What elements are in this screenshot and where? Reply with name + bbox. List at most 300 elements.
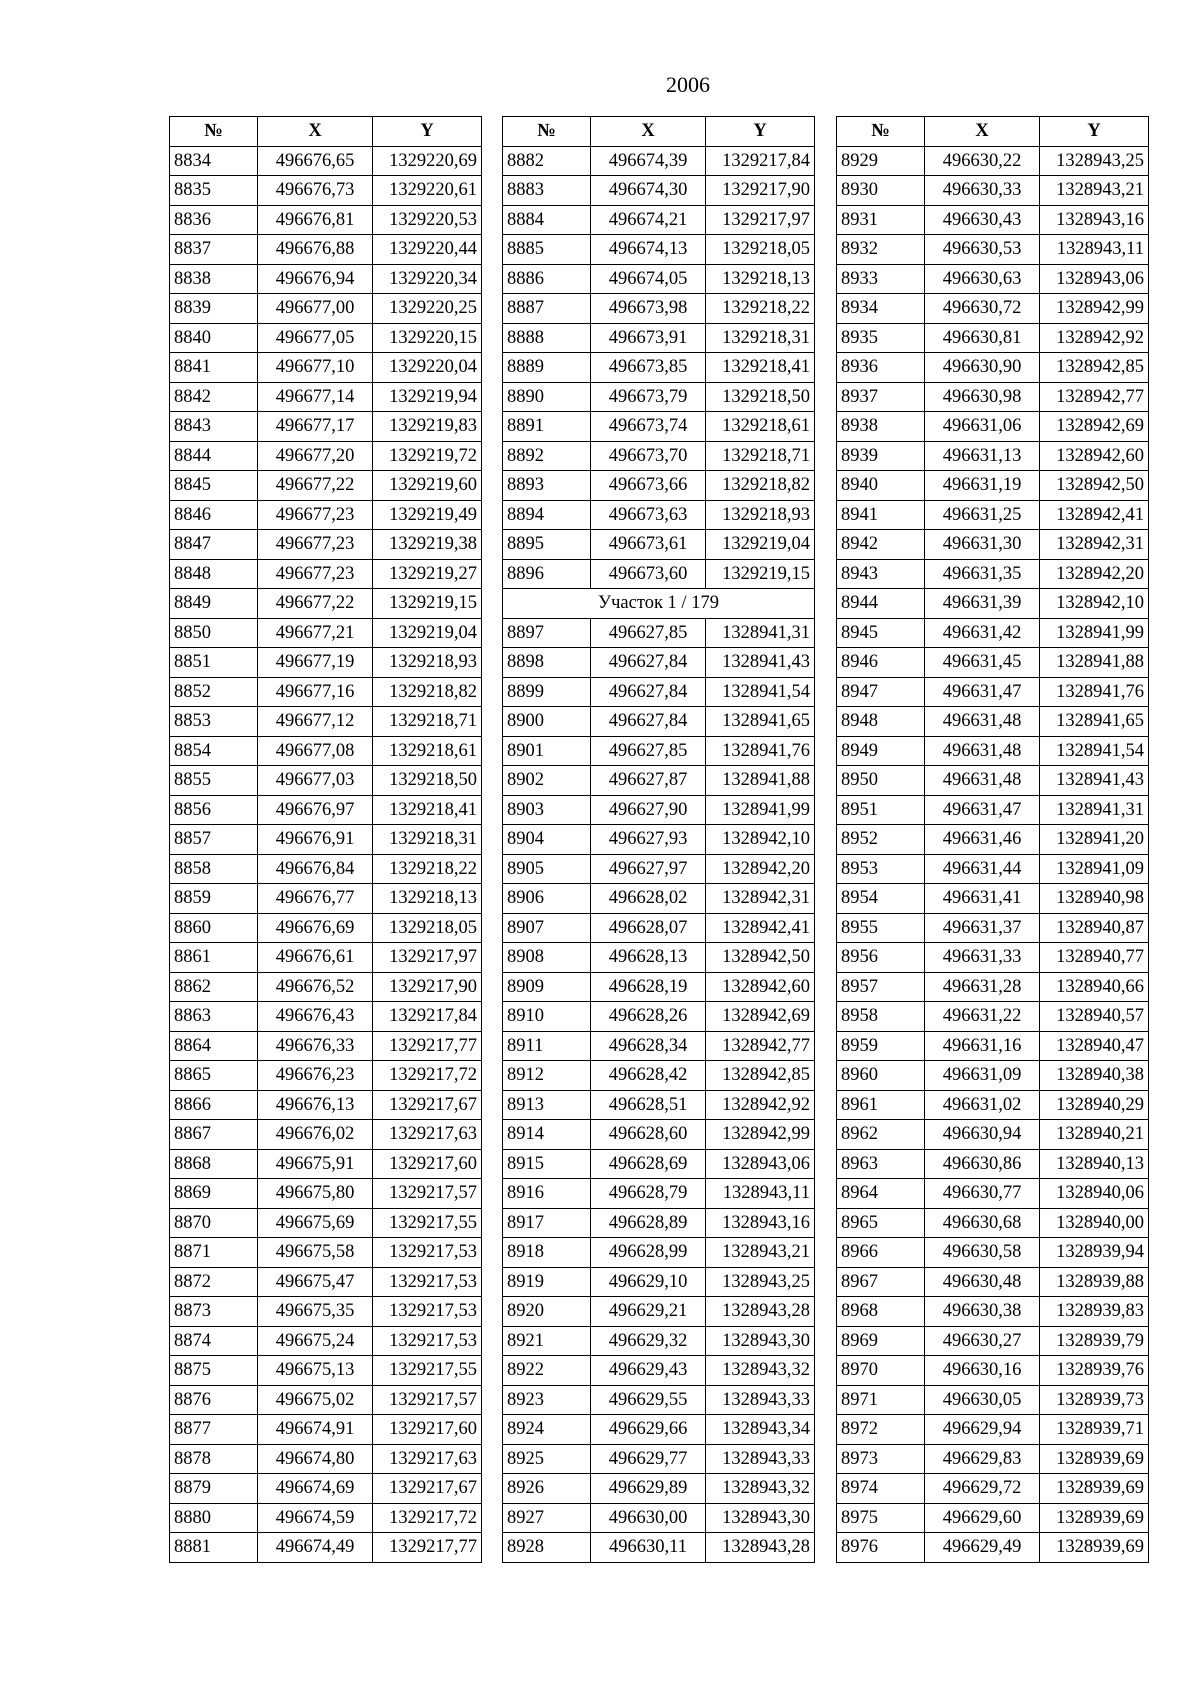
point-number-cell: 8974	[837, 1474, 925, 1504]
y-coordinate-cell: 1328942,41	[1040, 500, 1149, 530]
x-coordinate-cell: 496674,69	[258, 1474, 373, 1504]
x-coordinate-cell: 496677,23	[258, 530, 373, 560]
point-number-cell: 8865	[170, 1061, 258, 1091]
y-coordinate-cell: 1329220,69	[373, 146, 482, 176]
point-number-cell: 8888	[503, 323, 591, 353]
y-coordinate-cell: 1328943,30	[706, 1326, 815, 1356]
y-coordinate-cell: 1328943,25	[1040, 146, 1149, 176]
y-coordinate-cell: 1329217,97	[373, 943, 482, 973]
table-row	[170, 1326, 482, 1356]
x-coordinate-cell: 496677,22	[258, 589, 373, 619]
point-number-cell: 8937	[837, 382, 925, 412]
y-coordinate-cell: 1329217,97	[706, 205, 815, 235]
y-coordinate-cell: 1329220,44	[373, 235, 482, 265]
table-row	[170, 1385, 482, 1415]
y-coordinate-cell: 1329217,67	[373, 1090, 482, 1120]
table-row	[503, 146, 815, 176]
x-coordinate-cell: 496631,25	[925, 500, 1040, 530]
table-row	[503, 943, 815, 973]
x-coordinate-cell: 496674,80	[258, 1444, 373, 1474]
y-coordinate-cell: 1328943,32	[706, 1474, 815, 1504]
y-coordinate-cell: 1329219,72	[373, 441, 482, 471]
table-row	[170, 736, 482, 766]
table-row	[837, 441, 1149, 471]
point-number-cell: 8915	[503, 1149, 591, 1179]
point-number-cell: 8907	[503, 913, 591, 943]
point-number-cell: 8868	[170, 1149, 258, 1179]
point-number-cell: 8934	[837, 294, 925, 324]
x-coordinate-cell: 496630,53	[925, 235, 1040, 265]
header-row	[503, 117, 815, 147]
x-coordinate-cell: 496676,91	[258, 825, 373, 855]
x-coordinate-cell: 496677,21	[258, 618, 373, 648]
table-row	[170, 1002, 482, 1032]
x-coordinate-cell: 496674,21	[591, 205, 706, 235]
table-row	[503, 441, 815, 471]
point-number-cell: 8836	[170, 205, 258, 235]
y-coordinate-cell: 1329217,72	[373, 1503, 482, 1533]
x-coordinate-cell: 496631,44	[925, 854, 1040, 884]
table-row	[837, 1238, 1149, 1268]
x-coordinate-cell: 496677,23	[258, 559, 373, 589]
x-coordinate-cell: 496630,00	[591, 1503, 706, 1533]
table-row	[503, 1297, 815, 1327]
x-coordinate-cell: 496677,16	[258, 677, 373, 707]
x-coordinate-cell: 496628,89	[591, 1208, 706, 1238]
table-row	[170, 382, 482, 412]
x-coordinate-cell: 496677,00	[258, 294, 373, 324]
point-number-cell: 8927	[503, 1503, 591, 1533]
x-coordinate-cell: 496628,79	[591, 1179, 706, 1209]
table-row	[837, 1533, 1149, 1563]
y-coordinate-cell: 1328943,32	[706, 1356, 815, 1386]
y-coordinate-cell: 1329218,41	[373, 795, 482, 825]
y-coordinate-cell: 1328943,25	[706, 1267, 815, 1297]
table-row	[837, 146, 1149, 176]
table-row	[837, 1356, 1149, 1386]
point-number-cell: 8943	[837, 559, 925, 589]
point-number-cell: 8853	[170, 707, 258, 737]
y-coordinate-cell: 1328940,57	[1040, 1002, 1149, 1032]
y-coordinate-cell: 1328939,83	[1040, 1297, 1149, 1327]
x-coordinate-cell: 496677,10	[258, 353, 373, 383]
point-number-cell: 8956	[837, 943, 925, 973]
table-row	[503, 412, 815, 442]
point-number-cell: 8892	[503, 441, 591, 471]
table-row	[837, 677, 1149, 707]
y-coordinate-cell: 1328942,31	[1040, 530, 1149, 560]
y-coordinate-cell: 1328941,31	[1040, 795, 1149, 825]
table-row	[837, 766, 1149, 796]
table-row	[837, 235, 1149, 265]
y-coordinate-cell: 1329217,84	[706, 146, 815, 176]
x-coordinate-cell: 496677,19	[258, 648, 373, 678]
table-row	[503, 677, 815, 707]
header-number: №	[503, 117, 591, 147]
table-row	[503, 294, 815, 324]
x-coordinate-cell: 496631,16	[925, 1031, 1040, 1061]
point-number-cell: 8926	[503, 1474, 591, 1504]
x-coordinate-cell: 496675,24	[258, 1326, 373, 1356]
point-number-cell: 8838	[170, 264, 258, 294]
x-coordinate-cell: 496631,28	[925, 972, 1040, 1002]
header-x: X	[258, 117, 373, 147]
x-coordinate-cell: 496674,49	[258, 1533, 373, 1563]
point-number-cell: 8911	[503, 1031, 591, 1061]
header-x: X	[925, 117, 1040, 147]
point-number-cell: 8928	[503, 1533, 591, 1563]
y-coordinate-cell: 1329218,61	[373, 736, 482, 766]
table-row	[837, 736, 1149, 766]
y-coordinate-cell: 1329217,67	[373, 1474, 482, 1504]
point-number-cell: 8882	[503, 146, 591, 176]
x-coordinate-cell: 496677,08	[258, 736, 373, 766]
y-coordinate-cell: 1328941,43	[706, 648, 815, 678]
table-row	[837, 176, 1149, 206]
point-number-cell: 8887	[503, 294, 591, 324]
point-number-cell: 8886	[503, 264, 591, 294]
point-number-cell: 8846	[170, 500, 258, 530]
y-coordinate-cell: 1328942,99	[706, 1120, 815, 1150]
y-coordinate-cell: 1329218,22	[706, 294, 815, 324]
y-coordinate-cell: 1328939,69	[1040, 1444, 1149, 1474]
y-coordinate-cell: 1328939,94	[1040, 1238, 1149, 1268]
x-coordinate-cell: 496629,66	[591, 1415, 706, 1445]
point-number-cell: 8856	[170, 795, 258, 825]
point-number-cell: 8834	[170, 146, 258, 176]
y-coordinate-cell: 1329217,72	[373, 1061, 482, 1091]
x-coordinate-cell: 496676,88	[258, 235, 373, 265]
point-number-cell: 8889	[503, 353, 591, 383]
table-row	[503, 1267, 815, 1297]
x-coordinate-cell: 496676,77	[258, 884, 373, 914]
point-number-cell: 8890	[503, 382, 591, 412]
x-coordinate-cell: 496627,84	[591, 648, 706, 678]
table-row	[837, 1002, 1149, 1032]
x-coordinate-cell: 496673,85	[591, 353, 706, 383]
y-coordinate-cell: 1328942,99	[1040, 294, 1149, 324]
y-coordinate-cell: 1329219,15	[373, 589, 482, 619]
y-coordinate-cell: 1329217,53	[373, 1267, 482, 1297]
x-coordinate-cell: 496631,46	[925, 825, 1040, 855]
table-row	[837, 382, 1149, 412]
y-coordinate-cell: 1329217,55	[373, 1208, 482, 1238]
y-coordinate-cell: 1328942,69	[1040, 412, 1149, 442]
point-number-cell: 8941	[837, 500, 925, 530]
point-number-cell: 8975	[837, 1503, 925, 1533]
point-number-cell: 8842	[170, 382, 258, 412]
table-row	[837, 1385, 1149, 1415]
point-number-cell: 8850	[170, 618, 258, 648]
x-coordinate-cell: 496631,47	[925, 677, 1040, 707]
table-row	[170, 677, 482, 707]
x-coordinate-cell: 496677,03	[258, 766, 373, 796]
table-row	[170, 176, 482, 206]
table-row	[503, 825, 815, 855]
x-coordinate-cell: 496677,20	[258, 441, 373, 471]
point-number-cell: 8936	[837, 353, 925, 383]
x-coordinate-cell: 496676,65	[258, 146, 373, 176]
x-coordinate-cell: 496631,06	[925, 412, 1040, 442]
y-coordinate-cell: 1329219,04	[706, 530, 815, 560]
y-coordinate-cell: 1328943,33	[706, 1444, 815, 1474]
point-number-cell: 8900	[503, 707, 591, 737]
x-coordinate-cell: 496677,12	[258, 707, 373, 737]
point-number-cell: 8835	[170, 176, 258, 206]
point-number-cell: 8913	[503, 1090, 591, 1120]
x-coordinate-cell: 496629,89	[591, 1474, 706, 1504]
point-number-cell: 8968	[837, 1297, 925, 1327]
x-coordinate-cell: 496674,30	[591, 176, 706, 206]
table-row	[837, 943, 1149, 973]
y-coordinate-cell: 1329217,53	[373, 1297, 482, 1327]
table-row	[170, 648, 482, 678]
point-number-cell: 8869	[170, 1179, 258, 1209]
y-coordinate-cell: 1329220,53	[373, 205, 482, 235]
table-row	[170, 1149, 482, 1179]
point-number-cell: 8960	[837, 1061, 925, 1091]
x-coordinate-cell: 496629,83	[925, 1444, 1040, 1474]
table-row	[170, 766, 482, 796]
point-number-cell: 8940	[837, 471, 925, 501]
point-number-cell: 8970	[837, 1356, 925, 1386]
table-row	[503, 1031, 815, 1061]
point-number-cell: 8922	[503, 1356, 591, 1386]
y-coordinate-cell: 1328942,60	[1040, 441, 1149, 471]
point-number-cell: 8857	[170, 825, 258, 855]
table-row	[503, 1444, 815, 1474]
point-number-cell: 8971	[837, 1385, 925, 1415]
table-row	[170, 1031, 482, 1061]
y-coordinate-cell: 1328940,21	[1040, 1120, 1149, 1150]
point-number-cell: 8969	[837, 1326, 925, 1356]
y-coordinate-cell: 1329218,31	[373, 825, 482, 855]
x-coordinate-cell: 496631,42	[925, 618, 1040, 648]
point-number-cell: 8949	[837, 736, 925, 766]
x-coordinate-cell: 496675,58	[258, 1238, 373, 1268]
table-row	[837, 412, 1149, 442]
y-coordinate-cell: 1328939,88	[1040, 1267, 1149, 1297]
x-coordinate-cell: 496631,48	[925, 736, 1040, 766]
table-row	[503, 323, 815, 353]
x-coordinate-cell: 496627,85	[591, 736, 706, 766]
y-coordinate-cell: 1329217,63	[373, 1120, 482, 1150]
y-coordinate-cell: 1329217,60	[373, 1415, 482, 1445]
table-row	[837, 1179, 1149, 1209]
y-coordinate-cell: 1328939,69	[1040, 1503, 1149, 1533]
table-row	[837, 500, 1149, 530]
table-row	[170, 471, 482, 501]
point-number-cell: 8862	[170, 972, 258, 1002]
point-number-cell: 8910	[503, 1002, 591, 1032]
table-row	[170, 441, 482, 471]
table-row	[503, 530, 815, 560]
table-row	[170, 707, 482, 737]
point-number-cell: 8861	[170, 943, 258, 973]
table-row	[170, 795, 482, 825]
x-coordinate-cell: 496629,94	[925, 1415, 1040, 1445]
y-coordinate-cell: 1329218,13	[373, 884, 482, 914]
y-coordinate-cell: 1329218,41	[706, 353, 815, 383]
x-coordinate-cell: 496630,63	[925, 264, 1040, 294]
table-row	[170, 146, 482, 176]
y-coordinate-cell: 1328942,69	[706, 1002, 815, 1032]
point-number-cell: 8872	[170, 1267, 258, 1297]
x-coordinate-cell: 496628,99	[591, 1238, 706, 1268]
table-row	[170, 1267, 482, 1297]
point-number-cell: 8955	[837, 913, 925, 943]
x-coordinate-cell: 496676,52	[258, 972, 373, 1002]
y-coordinate-cell: 1328939,69	[1040, 1533, 1149, 1563]
table-row	[170, 618, 482, 648]
point-number-cell: 8935	[837, 323, 925, 353]
y-coordinate-cell: 1329217,53	[373, 1238, 482, 1268]
x-coordinate-cell: 496629,43	[591, 1356, 706, 1386]
y-coordinate-cell: 1328943,34	[706, 1415, 815, 1445]
table-row	[170, 205, 482, 235]
table-row	[503, 1002, 815, 1032]
table-row	[503, 972, 815, 1002]
y-coordinate-cell: 1328941,88	[706, 766, 815, 796]
point-number-cell: 8870	[170, 1208, 258, 1238]
table-row	[170, 589, 482, 619]
table-row	[837, 795, 1149, 825]
table-row	[837, 1326, 1149, 1356]
y-coordinate-cell: 1328943,06	[1040, 264, 1149, 294]
y-coordinate-cell: 1328942,85	[1040, 353, 1149, 383]
point-number-cell: 8920	[503, 1297, 591, 1327]
y-coordinate-cell: 1328941,99	[706, 795, 815, 825]
x-coordinate-cell: 496673,60	[591, 559, 706, 589]
y-coordinate-cell: 1329218,05	[373, 913, 482, 943]
point-number-cell: 8879	[170, 1474, 258, 1504]
table-row	[837, 1474, 1149, 1504]
header-y: Y	[706, 117, 815, 147]
y-coordinate-cell: 1328943,16	[706, 1208, 815, 1238]
table-row	[503, 618, 815, 648]
point-number-cell: 8903	[503, 795, 591, 825]
x-coordinate-cell: 496628,34	[591, 1031, 706, 1061]
y-coordinate-cell: 1329219,38	[373, 530, 482, 560]
table-row	[503, 1474, 815, 1504]
y-coordinate-cell: 1328943,33	[706, 1385, 815, 1415]
y-coordinate-cell: 1328941,54	[706, 677, 815, 707]
coordinates-table-2	[502, 116, 815, 1563]
point-number-cell: 8945	[837, 618, 925, 648]
y-coordinate-cell: 1329217,77	[373, 1533, 482, 1563]
x-coordinate-cell: 496631,48	[925, 707, 1040, 737]
point-number-cell: 8947	[837, 677, 925, 707]
x-coordinate-cell: 496631,09	[925, 1061, 1040, 1091]
point-number-cell: 8848	[170, 559, 258, 589]
x-coordinate-cell: 496630,05	[925, 1385, 1040, 1415]
point-number-cell: 8858	[170, 854, 258, 884]
table-row	[837, 884, 1149, 914]
table-row	[837, 1415, 1149, 1445]
y-coordinate-cell: 1329217,53	[373, 1326, 482, 1356]
table-row	[503, 559, 815, 589]
y-coordinate-cell: 1329218,31	[706, 323, 815, 353]
x-coordinate-cell: 496676,73	[258, 176, 373, 206]
point-number-cell: 8954	[837, 884, 925, 914]
y-coordinate-cell: 1328940,77	[1040, 943, 1149, 973]
y-coordinate-cell: 1328941,99	[1040, 618, 1149, 648]
y-coordinate-cell: 1329219,04	[373, 618, 482, 648]
point-number-cell: 8909	[503, 972, 591, 1002]
point-number-cell: 8891	[503, 412, 591, 442]
point-number-cell: 8962	[837, 1120, 925, 1150]
x-coordinate-cell: 496630,90	[925, 353, 1040, 383]
y-coordinate-cell: 1328941,43	[1040, 766, 1149, 796]
y-coordinate-cell: 1328943,30	[706, 1503, 815, 1533]
y-coordinate-cell: 1329219,94	[373, 382, 482, 412]
point-number-cell: 8908	[503, 943, 591, 973]
y-coordinate-cell: 1329218,50	[706, 382, 815, 412]
y-coordinate-cell: 1328941,76	[1040, 677, 1149, 707]
table-row	[503, 235, 815, 265]
point-number-cell: 8897	[503, 618, 591, 648]
y-coordinate-cell: 1328941,31	[706, 618, 815, 648]
y-coordinate-cell: 1329218,82	[706, 471, 815, 501]
x-coordinate-cell: 496627,84	[591, 677, 706, 707]
y-coordinate-cell: 1329217,77	[373, 1031, 482, 1061]
y-coordinate-cell: 1329217,90	[706, 176, 815, 206]
point-number-cell: 8899	[503, 677, 591, 707]
table-row	[837, 1297, 1149, 1327]
x-coordinate-cell: 496675,91	[258, 1149, 373, 1179]
x-coordinate-cell: 496676,69	[258, 913, 373, 943]
y-coordinate-cell: 1329217,57	[373, 1179, 482, 1209]
table-row	[837, 205, 1149, 235]
table-row	[503, 382, 815, 412]
table-row	[170, 1179, 482, 1209]
table-row	[503, 1179, 815, 1209]
x-coordinate-cell: 496676,33	[258, 1031, 373, 1061]
x-coordinate-cell: 496673,79	[591, 382, 706, 412]
point-number-cell: 8875	[170, 1356, 258, 1386]
table-row	[837, 648, 1149, 678]
y-coordinate-cell: 1329217,84	[373, 1002, 482, 1032]
y-coordinate-cell: 1329218,82	[373, 677, 482, 707]
x-coordinate-cell: 496674,39	[591, 146, 706, 176]
point-number-cell: 8939	[837, 441, 925, 471]
table-row	[170, 825, 482, 855]
x-coordinate-cell: 496631,48	[925, 766, 1040, 796]
y-coordinate-cell: 1328940,98	[1040, 884, 1149, 914]
point-number-cell: 8938	[837, 412, 925, 442]
y-coordinate-cell: 1329220,61	[373, 176, 482, 206]
point-number-cell: 8874	[170, 1326, 258, 1356]
point-number-cell: 8860	[170, 913, 258, 943]
table-row	[837, 1267, 1149, 1297]
x-coordinate-cell: 496630,48	[925, 1267, 1040, 1297]
table-row	[503, 854, 815, 884]
x-coordinate-cell: 496631,30	[925, 530, 1040, 560]
table-row	[837, 589, 1149, 619]
x-coordinate-cell: 496629,21	[591, 1297, 706, 1327]
x-coordinate-cell: 496630,68	[925, 1208, 1040, 1238]
table-row	[170, 1533, 482, 1563]
table-row	[837, 618, 1149, 648]
table-row	[503, 648, 815, 678]
table-row	[503, 264, 815, 294]
x-coordinate-cell: 496630,11	[591, 1533, 706, 1563]
y-coordinate-cell: 1328941,65	[706, 707, 815, 737]
table-row	[503, 707, 815, 737]
y-coordinate-cell: 1329220,25	[373, 294, 482, 324]
x-coordinate-cell: 496677,22	[258, 471, 373, 501]
y-coordinate-cell: 1328943,11	[706, 1179, 815, 1209]
